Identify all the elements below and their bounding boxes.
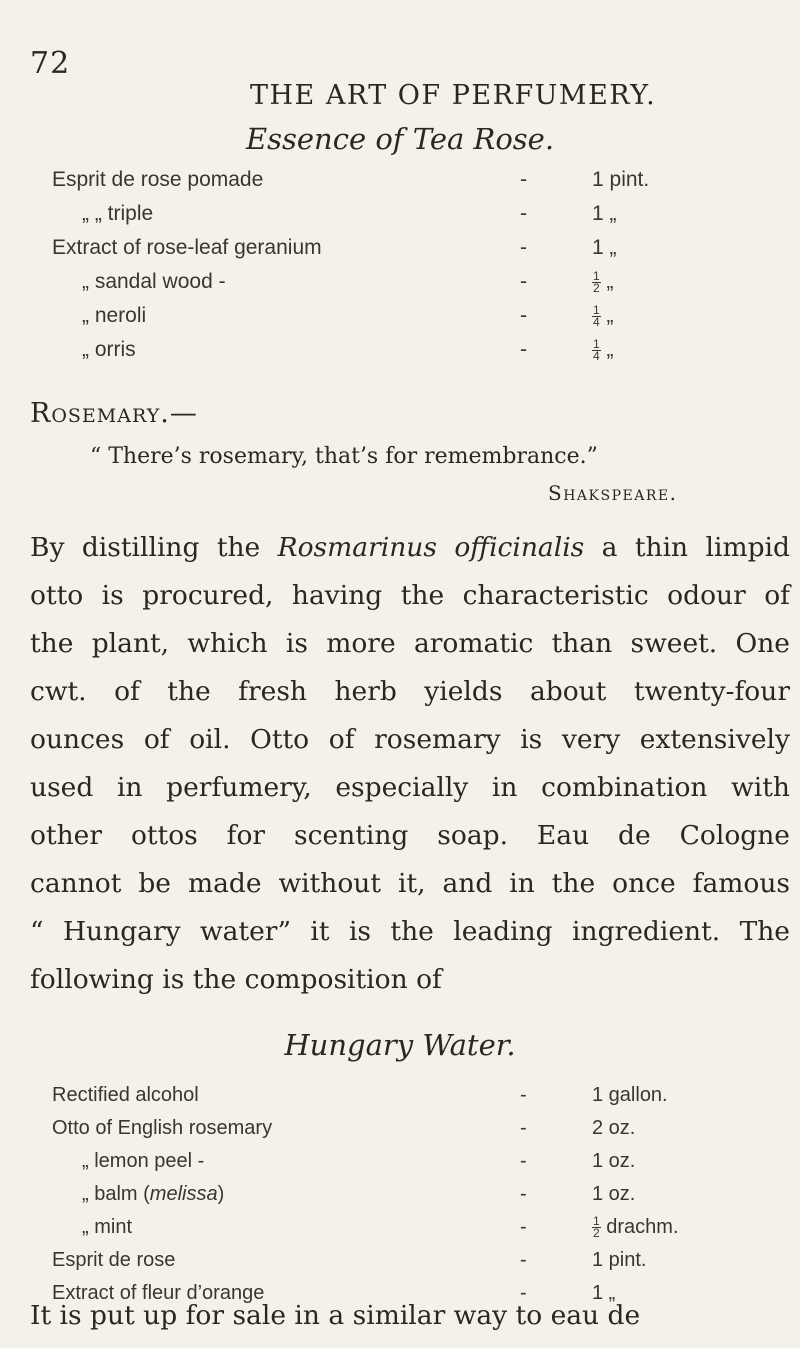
ingredient-name: Esprit de rose pomade	[52, 168, 264, 191]
ingredient-name: Otto of English rosemary	[52, 1117, 273, 1139]
continuation-line: It is put up for sale in a similar way to eau de	[30, 1300, 641, 1331]
ingredient-name: „ „ triple	[82, 202, 154, 225]
ingredient-amount: 1 „	[592, 1282, 616, 1304]
paragraph-line: cwt. of the fresh herb yields about twenty-four	[30, 676, 790, 707]
ingredient-name: „ mint	[82, 1216, 132, 1238]
leader-dash: -	[520, 168, 527, 191]
leader-dash: -	[520, 1249, 527, 1271]
paragraph-line: By distilling the Rosmarinus officinalis a thin limpid	[30, 532, 790, 563]
ingredient-amount: $\frac{1}{4}$ „	[593, 336, 614, 363]
paragraph-line: otto is procured, having the characteristic odour of	[30, 580, 790, 611]
recipe-row	[52, 236, 752, 270]
ingredient-name: „ neroli	[82, 304, 147, 327]
ingredient-name: „ lemon peel -	[82, 1150, 205, 1172]
recipe-row	[52, 304, 752, 338]
ingredient-amount: $\frac{1}{4}$ „	[593, 302, 614, 329]
recipe-hungary-water	[52, 1084, 762, 1315]
recipe-tea-rose	[52, 168, 752, 372]
ingredient-amount: 1 pint.	[592, 1249, 647, 1271]
leader-dash: -	[520, 1216, 527, 1238]
recipe-row	[52, 1150, 762, 1183]
ingredient-amount: 1 gallon.	[592, 1084, 668, 1106]
leader-dash: -	[520, 1183, 527, 1205]
ingredient-name: Esprit de rose	[52, 1249, 176, 1271]
ingredient-amount: $\frac{1}{2}$ „	[593, 268, 614, 295]
epigraph-attribution: Shakspeare.	[548, 481, 678, 505]
recipe-row	[52, 1216, 762, 1249]
recipe-row	[52, 270, 752, 304]
fraction: $\frac{1}{4}$	[593, 336, 600, 363]
recipe-row	[52, 168, 752, 202]
paragraph-line: the plant, which is more aromatic than sweet. One	[30, 628, 790, 659]
paragraph-line: other ottos for scenting soap. Eau de Cologne	[30, 820, 790, 851]
ingredient-amount: 2 oz.	[592, 1117, 636, 1139]
epigraph-quote: “ There’s rosemary, that’s for remembrance.”	[90, 444, 598, 469]
ingredient-name: „ balm (melissa)	[82, 1183, 225, 1205]
fraction: $\frac{1}{2}$	[593, 1214, 600, 1241]
ingredient-amount: 1 „	[592, 202, 617, 225]
paragraph-line: ounces of oil. Otto of rosemary is very extensively	[30, 724, 790, 755]
body-paragraph	[30, 524, 790, 1004]
leader-dash: -	[520, 1117, 527, 1139]
recipe-row	[52, 1117, 762, 1150]
leader-dash: -	[520, 236, 527, 259]
ingredient-name: „ sandal wood -	[82, 270, 226, 293]
recipe-title-hungary-water: Hungary Water.	[284, 1028, 516, 1062]
paragraph-line: cannot be made without it, and in the once famous	[30, 868, 790, 899]
ingredient-name: Rectified alcohol	[52, 1084, 199, 1106]
running-title: THE ART OF PERFUMERY.	[250, 80, 657, 111]
ingredient-amount: 1 „	[592, 236, 617, 259]
ingredient-name: Extract of fleur d’orange	[52, 1282, 265, 1304]
recipe-row	[52, 338, 752, 372]
section-heading: Rosemary.—	[30, 398, 198, 429]
leader-dash: -	[520, 270, 527, 293]
recipe-row	[52, 1084, 762, 1117]
ingredient-amount: 1 oz.	[592, 1150, 636, 1172]
leader-dash: -	[520, 304, 527, 327]
fraction: $\frac{1}{2}$	[593, 268, 600, 295]
italic-term: Rosmarinus officinalis	[277, 532, 585, 563]
leader-dash: -	[520, 338, 527, 361]
leader-dash: -	[520, 1150, 527, 1172]
ingredient-amount: 1 pint.	[592, 168, 650, 191]
recipe-row	[52, 1249, 762, 1282]
recipe-row	[52, 202, 752, 236]
page-number: 72	[30, 46, 71, 81]
paragraph-line: following is the composition of	[30, 964, 442, 995]
recipe-title-tea-rose: Essence of Tea Rose.	[245, 122, 555, 156]
ingredient-amount: $\frac{1}{2}$ drachm.	[593, 1214, 679, 1241]
paragraph-line: “ Hungary water” it is the leading ingredient. The	[30, 916, 790, 947]
leader-dash: -	[520, 202, 527, 225]
ingredient-name: Extract of rose-leaf geranium	[52, 236, 322, 259]
recipe-row	[52, 1183, 762, 1216]
ingredient-amount: 1 oz.	[592, 1183, 636, 1205]
leader-dash: -	[520, 1084, 527, 1106]
ingredient-name: „ orris	[82, 338, 136, 361]
paragraph-line: used in perfumery, especially in combination with	[30, 772, 790, 803]
fraction: $\frac{1}{4}$	[593, 302, 600, 329]
leader-dash: -	[520, 1282, 527, 1304]
